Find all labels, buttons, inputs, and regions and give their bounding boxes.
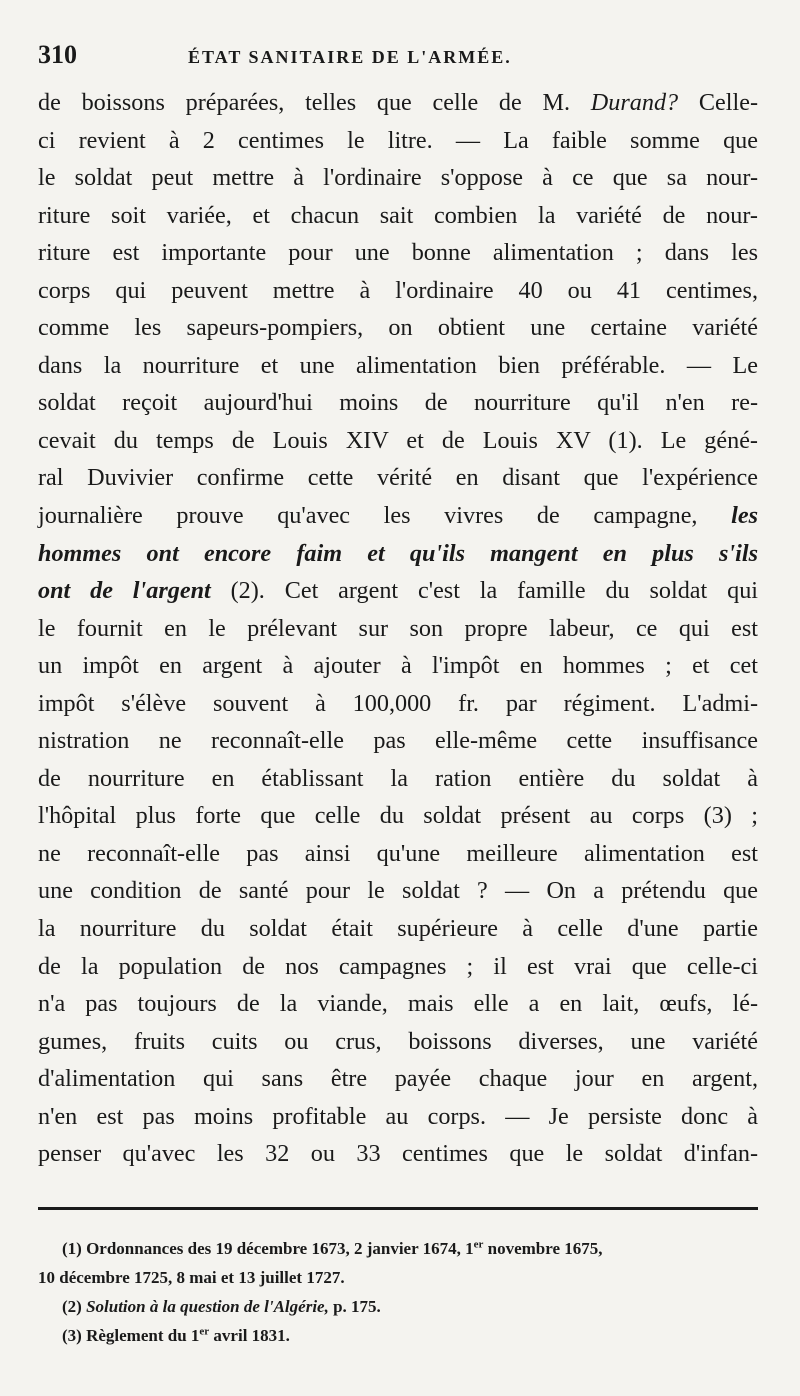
footnote — [38, 1321, 758, 1350]
text-run: d'alimentation qui sans être payée chaque jour en argent, — [38, 1065, 758, 1093]
text-run: un impôt en argent à ajouter à l'impôt en hommes ; et cet — [38, 652, 758, 680]
text-run: le soldat peut mettre à l'ordinaire s'oppose à ce que sa nour- — [38, 164, 758, 192]
footnote — [38, 1234, 758, 1292]
footnote-rule — [38, 1207, 758, 1210]
footnote — [38, 1292, 758, 1321]
footnote-line — [38, 1263, 758, 1292]
text-line — [38, 1098, 758, 1136]
text-run: (2). Cet argent c'est la famille du soldat qui — [210, 577, 759, 605]
text-line — [38, 760, 758, 798]
text-line — [38, 1060, 758, 1098]
text-line — [38, 647, 758, 685]
text-run: une condition de santé pour le soldat ? — On a prétendu que — [38, 877, 758, 905]
running-head: ÉTAT SANITAIRE DE L'ARMÉE. — [188, 47, 512, 67]
italic-text: les — [731, 502, 758, 530]
text-run: penser qu'avec les 32 ou 33 centimes que le soldat d'infan- — [38, 1140, 758, 1168]
text-run: (2) — [62, 1296, 87, 1316]
footnotes — [38, 1234, 758, 1350]
text-run: cevait du temps de Louis XIV et de Louis XV (1). Le géné- — [38, 426, 758, 454]
text-line — [38, 347, 758, 385]
text-line — [38, 197, 758, 235]
text-line — [38, 159, 758, 197]
text-run: (3) Règlement du 1 — [62, 1325, 200, 1345]
text-run: corps qui peuvent mettre à l'ordinaire 40 ou 41 centimes, — [38, 276, 758, 304]
text-line — [38, 797, 758, 835]
text-run: nistration ne reconnaît-elle pas elle-même cette insuffisance — [38, 727, 758, 755]
text-run: novembre 1675, — [483, 1238, 603, 1258]
text-line — [38, 572, 758, 610]
text-line — [38, 272, 758, 310]
page-number: 310 — [38, 40, 77, 69]
text-line — [38, 1135, 758, 1173]
text-run: dans la nourriture et une alimentation bien préférable. — Le — [38, 351, 758, 379]
italic-text: Durand? — [590, 89, 679, 116]
text-line — [38, 1023, 758, 1061]
text-run: ne reconnaît-elle pas ainsi qu'une meilleure alimentation est — [38, 839, 758, 867]
text-line — [38, 122, 758, 160]
text-line — [38, 985, 758, 1023]
text-run: de nourriture en établissant la ration entière du soldat à — [38, 764, 758, 792]
text-line — [38, 722, 758, 760]
superscript: er — [473, 1238, 484, 1251]
text-run: de boissons préparées, telles que celle de M. — [38, 89, 591, 116]
text-run: ral Duvivier confirme cette vérité en disant que l'expérience — [38, 464, 758, 492]
text-run: p. 175. — [328, 1296, 381, 1316]
text-line — [38, 459, 758, 497]
text-run: riture est importante pour une bonne alimentation ; dans les — [38, 239, 758, 267]
text-line — [38, 948, 758, 986]
text-line — [38, 835, 758, 873]
text-line — [38, 309, 758, 347]
superscript: er — [199, 1325, 210, 1338]
page-header — [38, 40, 758, 74]
text-line — [38, 610, 758, 648]
text-run: gumes, fruits cuits ou crus, boissons diverses, une variété — [38, 1027, 758, 1055]
text-run: n'a pas toujours de la viande, mais elle a en lait, œufs, lé- — [38, 990, 758, 1018]
text-run: soldat reçoit aujourd'hui moins de nourriture qu'il n'en re- — [38, 389, 758, 417]
text-run: comme les sapeurs-pompiers, on obtient une certaine variété — [38, 314, 758, 342]
text-line — [38, 685, 758, 723]
footnote-line — [38, 1234, 758, 1263]
text-line — [38, 910, 758, 948]
italic-text: ont de l'argent — [38, 577, 211, 605]
text-run: de la population de nos campagnes ; il est vrai que celle-ci — [38, 952, 758, 980]
text-run: ci revient à 2 centimes le litre. — La faible somme que — [38, 126, 758, 154]
footnote-line — [38, 1321, 758, 1350]
text-run: le fournit en le prélevant sur son propre labeur, ce qui est — [38, 614, 758, 642]
body-text — [38, 84, 758, 1173]
text-run: impôt s'élève souvent à 100,000 fr. par régiment. L'admi- — [38, 689, 758, 717]
text-line — [38, 384, 758, 422]
text-run: avril 1831. — [209, 1325, 290, 1345]
text-run: 10 décembre 1725, 8 mai et 13 juillet 1727. — [38, 1267, 345, 1287]
text-run: la nourriture du soldat était supérieure à celle d'une partie — [38, 915, 758, 943]
text-run: l'hôpital plus forte que celle du soldat présent au corps (3) ; — [38, 802, 758, 830]
text-run: riture soit variée, et chacun sait combien la variété de nour- — [38, 201, 758, 229]
text-line — [38, 84, 758, 122]
text-line — [38, 872, 758, 910]
text-line — [38, 422, 758, 460]
text-line — [38, 497, 758, 535]
footnote-line — [38, 1292, 758, 1321]
text-run: (1) Ordonnances des 19 décembre 1673, 2 janvier 1674, 1 — [62, 1238, 474, 1258]
text-line — [38, 234, 758, 272]
text-line — [38, 535, 758, 573]
italic-text: Solution à la question de l'Algérie, — [86, 1296, 329, 1316]
text-run: journalière prouve qu'avec les vivres de campagne, — [38, 502, 732, 530]
text-run: Celle- — [678, 89, 758, 116]
italic-text: hommes ont encore faim et qu'ils mangent en plus s'ils — [38, 539, 758, 567]
text-run: n'en est pas moins profitable au corps. — Je persiste donc à — [38, 1102, 758, 1130]
